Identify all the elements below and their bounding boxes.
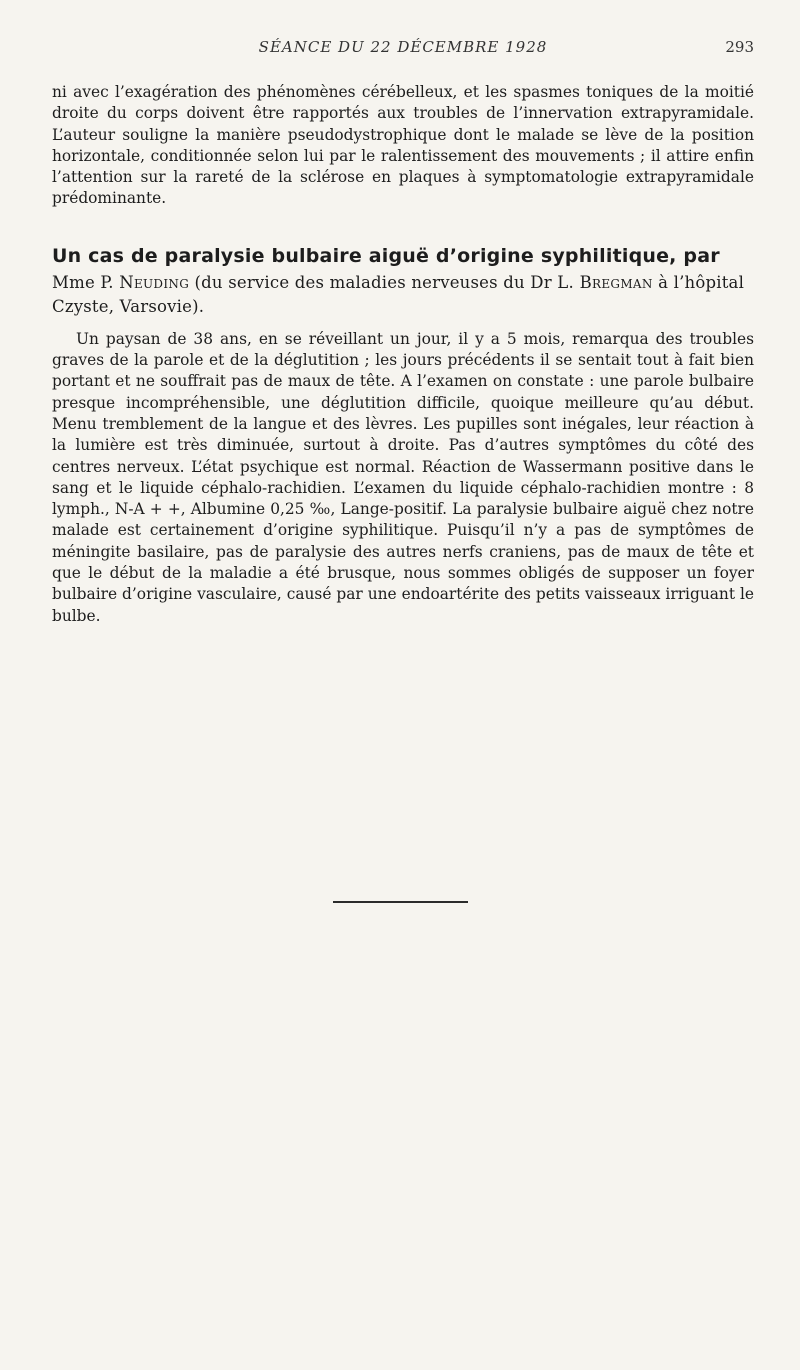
journal-page [52, 38, 754, 627]
running-title: SÉANCE DU 22 DÉCEMBRE 1928 [258, 38, 548, 56]
author-name: Neuding [119, 272, 190, 292]
page-number: 293 [725, 38, 754, 56]
separator-rule [333, 901, 468, 903]
running-head [52, 38, 754, 62]
hospital-location: à l’hôpital Czyste, Varsovie). [52, 272, 745, 316]
article-body: Un paysan de 38 ans, en se réveillant un jour, il y a 5 mois, remarqua des troubles graves de la parole et de la déglutition ; les jours précédents il se sentait tout à fait bien portant et ne souffrait pas de maux de tête. A l’examen on constate : une parole bulbaire presque incompréhensible, une déglutition difficile, quoique meilleure qu’au début. Menu tremblement de la langue et des lèvres. Les pupilles sont inégales, leur réaction à la lumière est très diminuée, surtout à droite. Pas d’autres symptômes du côté des centres nerveux. L’état psychique est normal. Réaction de Wassermann positive dans le sang et le liquide céphalo-rachidien. L’examen du liquide céphalo-rachidien montre : 8 lymph., N-A + +, Albumine 0,25 ‰, Lange-positif. La paralysie bulbaire aiguë chez notre malade est certainement d’origine syphilitique. Puisqu’il n’y a pas de symptômes de méningite basilaire, pas de paralysie des autres nerfs craniens, pas de maux de tête et que le début de la maladie a été brusque, nous sommes obligés de supposer un foyer bulbaire d’origine vasculaire, causé par une endoartérite des petits vaisseaux irriguant le bulbe. [52, 329, 754, 625]
article-byline [52, 271, 754, 319]
author-prefix: Mme P. [52, 272, 114, 292]
service-text: (du service des maladies nerveuses du Dr [189, 272, 552, 292]
article-title: Un cas de paralysie bulbaire aiguë d’origine syphilitique, par [52, 244, 720, 267]
chief-name: L. Bregman [557, 272, 653, 292]
previous-article-paragraph: ni avec l’exagération des phénomènes cérébelleux, et les spasmes toniques de la moitié droite du corps doivent être rapportés aux troubles de l’innervation extrapyramidale. L’auteur souligne la manière pseudodystrophique dont le malade se lève de la position horizontale, conditionnée selon lui par le ralentissement des mouvements ; il attire enfin l’attention sur la rareté de la sclérose en plaques à symptomatologie extrapyramidale prédominante. [52, 83, 754, 208]
